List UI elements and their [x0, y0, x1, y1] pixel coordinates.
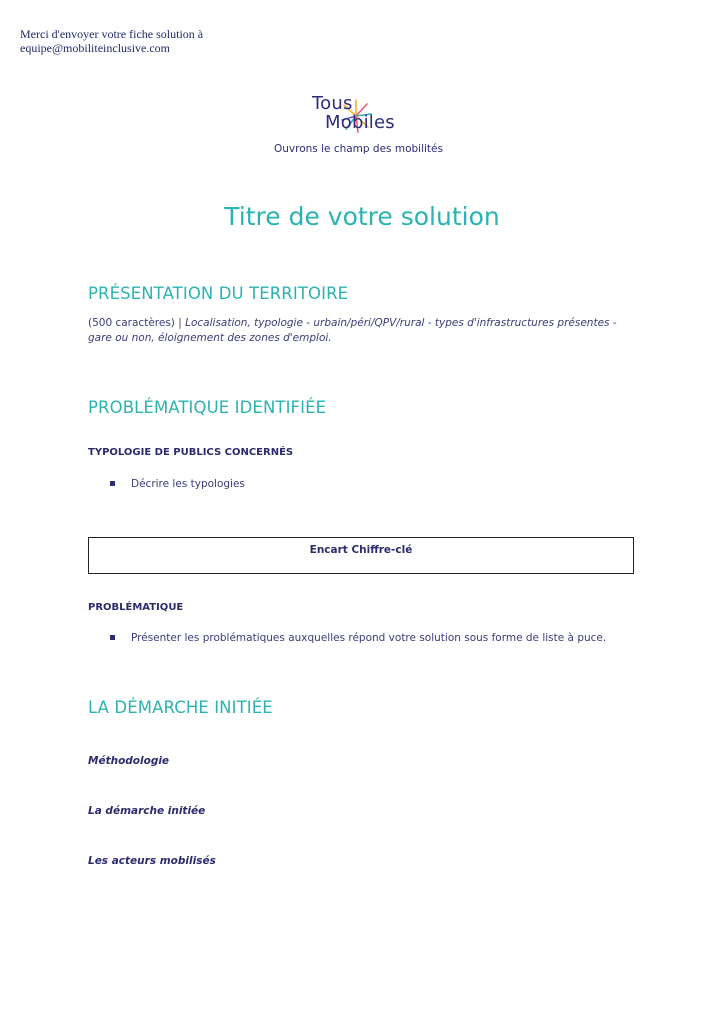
demarche-methodologie: Méthodologie [88, 755, 170, 767]
list-item [110, 478, 245, 490]
bullet-text: Décrire les typologies [131, 478, 245, 490]
demarche-acteurs: Les acteurs mobilisés [88, 855, 216, 867]
logo-word-mobiles: Mobiles [325, 112, 395, 133]
key-figure-box [88, 537, 634, 574]
subheading-problematique: PROBLÉMATIQUE [88, 602, 184, 613]
section-heading-problematique: PROBLÉMATIQUE IDENTIFIÉE [88, 398, 327, 417]
demarche-initiee: La démarche initiée [88, 805, 206, 817]
submission-note [20, 27, 203, 55]
bullet-text: Présenter les problématiques auxquelles répond votre solution sous forme de liste à puce. [131, 632, 607, 644]
logo-word-tous: Tous [312, 93, 353, 114]
territoire-instructions: Localisation, typologie - urbain/péri/QPV/rural - types d'infrastructures présentes - gare ou non, éloignement des zones d'emploi. [88, 317, 617, 344]
tous-mobiles-logo [270, 90, 450, 160]
logo-tagline: Ouvrons le champ des mobilités [274, 143, 443, 155]
bullet-icon [110, 481, 115, 486]
key-figure-label: Encart Chiffre-clé [309, 544, 413, 556]
document-title: Titre de votre solution [224, 201, 500, 231]
submission-note-line: Merci d'envoyer votre fiche solution à [20, 27, 204, 41]
submission-email: equipe@mobiliteinclusive.com [20, 41, 171, 55]
char-limit-note: (500 caractères) | [88, 317, 186, 329]
section-heading-territoire: PRÉSENTATION DU TERRITOIRE [88, 284, 349, 303]
section-heading-demarche: LA DÉMARCHE INITIÉE [88, 698, 273, 717]
subheading-typologie: TYPOLOGIE DE PUBLICS CONCERNÉS [88, 447, 294, 458]
list-item [110, 632, 606, 644]
bullet-icon [110, 635, 115, 640]
territoire-description [88, 316, 640, 346]
